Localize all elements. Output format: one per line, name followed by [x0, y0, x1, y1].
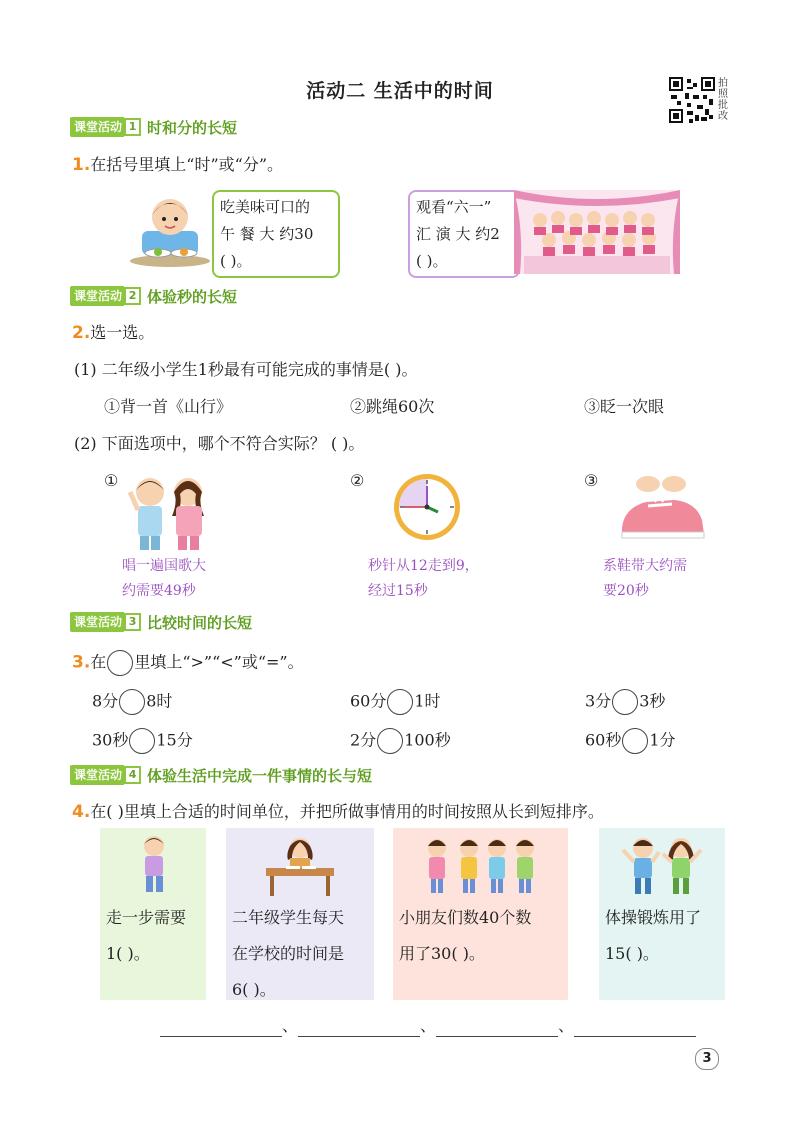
compare-circle[interactable]	[622, 728, 648, 754]
children-exercising-illustration	[619, 834, 705, 896]
caption-3	[603, 554, 687, 604]
card-line: 小朋友们数40个数	[399, 908, 532, 927]
activity-tag: 课堂活动	[70, 765, 124, 785]
qr-code-icon[interactable]	[669, 77, 715, 123]
q2-sub2: (2) 下面选项中，哪个不符合实际？ ( )。	[74, 434, 365, 453]
compare-right: 1时	[414, 691, 441, 711]
activity-card-walk	[100, 828, 206, 1000]
bubble-line: ( )。	[220, 252, 252, 270]
card-line: 15( )。	[605, 944, 659, 963]
compare-item	[350, 728, 451, 754]
activity-header-2	[70, 285, 237, 307]
compare-right: 8时	[146, 691, 173, 711]
activity-number: 3	[124, 613, 141, 631]
activity-header-4	[70, 764, 372, 786]
question-4	[72, 801, 604, 823]
card-line: 1( )。	[106, 944, 150, 963]
q2-option-1: ①背一首《山行》	[104, 397, 233, 416]
activity-number: 1	[124, 118, 141, 136]
question-text: 选一选。	[90, 323, 155, 342]
compare-circle[interactable]	[612, 689, 638, 715]
compare-right: 100秒	[404, 730, 451, 750]
children-counting-illustration	[423, 834, 541, 896]
activity-number: 2	[124, 287, 141, 305]
choice-mark-1: ①	[104, 471, 119, 490]
activity-card-school	[226, 828, 374, 1000]
page-title: 活动二 生活中的时间	[306, 80, 494, 102]
bubble-line: ( )。	[416, 252, 448, 270]
q2-sub1: (1) 二年级小学生1秒最有可能完成的事情是( )。	[74, 360, 418, 379]
question-number: 2.	[72, 323, 91, 343]
card-line: 体操锻炼用了	[605, 908, 702, 927]
activity-tag: 课堂活动	[70, 117, 124, 137]
answer-circle	[107, 650, 133, 676]
separator: 、	[420, 1016, 437, 1035]
bubble-line: 吃美味可口的	[220, 198, 311, 216]
activity-name: 比较时间的长短	[147, 613, 253, 632]
caption-line: 经过15秒	[368, 583, 428, 599]
card-text	[226, 900, 350, 1008]
activity-number: 4	[124, 766, 141, 784]
page-number: 3	[695, 1048, 719, 1070]
caption-2	[368, 554, 479, 604]
question-2	[72, 322, 154, 344]
compare-right: 3秒	[639, 691, 666, 711]
caption-line: 要20秒	[603, 583, 649, 599]
compare-circle[interactable]	[377, 728, 403, 754]
speech-bubble-lunch	[212, 190, 340, 278]
question-number: 4.	[72, 802, 91, 822]
compare-left: 60分	[350, 691, 387, 711]
activity-header-1	[70, 116, 237, 138]
choice-mark-2: ②	[350, 471, 365, 490]
activity-tag: 课堂活动	[70, 612, 124, 632]
bubble-line: 午 餐 大 约30	[220, 225, 314, 243]
ordering-answer-row	[160, 1016, 696, 1037]
question-text-pre: 在	[90, 652, 107, 672]
question-3	[72, 650, 304, 676]
card-text	[599, 900, 707, 972]
compare-left: 8分	[92, 691, 119, 711]
caption-line: 秒针从12走到9，	[368, 558, 479, 574]
bubble-line: 汇 演 大 约2	[416, 225, 500, 243]
compare-item	[92, 689, 172, 715]
activity-name: 时和分的长短	[147, 118, 238, 137]
children-saluting-illustration	[122, 472, 218, 552]
compare-left: 3分	[585, 691, 612, 711]
question-number: 1.	[72, 155, 91, 175]
card-text	[100, 900, 192, 972]
question-text: 在( )里填上合适的时间单位，并把所做事情用的时间按照从长到短排序。	[90, 802, 604, 821]
stage-performance-illustration	[514, 190, 680, 274]
separator: 、	[558, 1016, 575, 1035]
answer-blank[interactable]	[436, 1016, 558, 1037]
activity-card-exercise	[599, 828, 725, 1000]
question-text: 在括号里填上“时”或“分”。	[90, 155, 284, 174]
activity-card-counting	[393, 828, 568, 1000]
question-text-post: 里填上“>”“<”或“=”。	[134, 652, 304, 672]
compare-item	[92, 728, 193, 754]
card-line: 6( )。	[232, 980, 276, 999]
activity-header-3	[70, 611, 252, 633]
q2-option-3: ③眨一次眼	[584, 397, 665, 416]
card-line: 走一步需要	[106, 908, 187, 927]
compare-circle[interactable]	[129, 728, 155, 754]
qr-caption: 拍照批改	[718, 78, 728, 122]
compare-circle[interactable]	[387, 689, 413, 715]
tying-shoelace-illustration	[612, 472, 708, 544]
child-eating-lunch-illustration	[128, 195, 212, 267]
answer-blank[interactable]	[160, 1016, 282, 1037]
compare-left: 30秒	[92, 730, 129, 750]
choice-mark-3: ③	[584, 471, 599, 490]
caption-line: 唱一遍国歌大	[122, 558, 206, 574]
card-line: 在学校的时间是	[232, 944, 345, 963]
compare-right: 15分	[156, 730, 193, 750]
bubble-line: 观看“六一”	[416, 198, 492, 216]
speech-bubble-show	[408, 190, 520, 278]
clock-icon	[392, 472, 462, 542]
card-line: 二年级学生每天	[232, 908, 345, 927]
compare-circle[interactable]	[119, 689, 145, 715]
answer-blank[interactable]	[298, 1016, 420, 1037]
activity-tag: 课堂活动	[70, 286, 124, 306]
compare-left: 60秒	[585, 730, 622, 750]
walking-boy-illustration	[132, 834, 176, 896]
compare-item	[585, 728, 676, 754]
activity-name: 体验秒的长短	[147, 287, 238, 306]
answer-blank[interactable]	[574, 1016, 696, 1037]
card-text	[393, 900, 537, 972]
activity-name: 体验生活中完成一件事情的长与短	[147, 766, 373, 785]
q2-option-2: ②跳绳60次	[350, 397, 435, 416]
compare-left: 2分	[350, 730, 377, 750]
card-line: 用了30( )。	[399, 944, 485, 963]
student-at-desk-illustration	[262, 834, 338, 898]
caption-1	[122, 554, 206, 604]
caption-line: 约需要49秒	[122, 583, 196, 599]
compare-item	[350, 689, 441, 715]
separator: 、	[282, 1016, 299, 1035]
question-number: 3.	[72, 652, 91, 673]
compare-item	[585, 689, 665, 715]
compare-right: 1分	[649, 730, 676, 750]
question-1	[72, 154, 283, 176]
caption-line: 系鞋带大约需	[603, 558, 687, 574]
